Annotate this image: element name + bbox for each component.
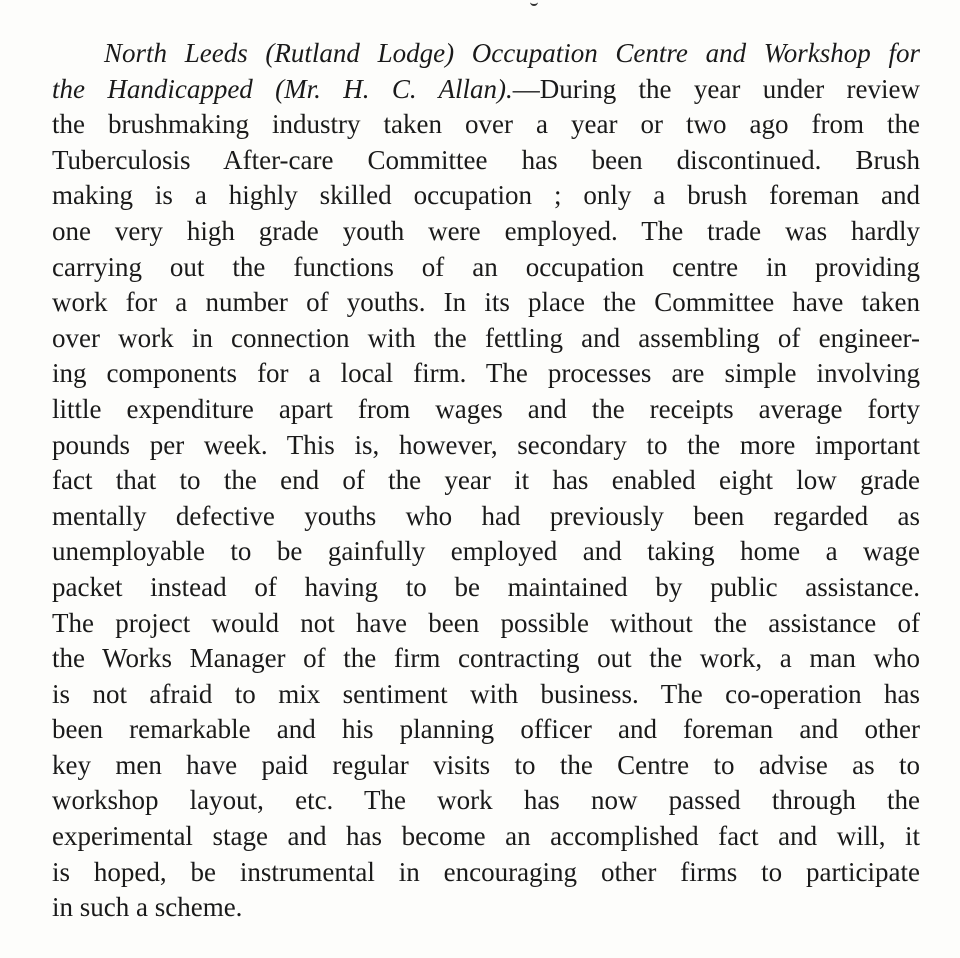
text-line: unemployable to be gainfully employed and taking home a wage bbox=[52, 536, 920, 567]
text-line: one very high grade youth were employed. The trade was hardly bbox=[52, 215, 920, 246]
heading-line-2-rest: —During the year under review bbox=[512, 73, 920, 104]
text-line: been remarkable and his planning officer and foreman and other bbox=[52, 714, 920, 745]
body-paragraph bbox=[52, 36, 920, 926]
text-line: the brushmaking industry taken over a year or two ago from the bbox=[52, 109, 920, 140]
text-line: work for a number of youths. In its place the Committee have taken bbox=[52, 287, 920, 318]
text-line: fact that to the end of the year it has enabled eight low grade bbox=[52, 465, 920, 496]
text-line: little expenditure apart from wages and the receipts average forty bbox=[52, 393, 920, 424]
text-line: key men have paid regular visits to the Centre to advise as to bbox=[52, 749, 920, 780]
page-top-mark bbox=[530, 0, 538, 6]
text-line: experimental stage and has become an accomplished fact and will, it bbox=[52, 821, 920, 852]
text-line: over work in connection with the fettling and assembling of engineer- bbox=[52, 322, 920, 353]
text-line: Tuberculosis After-care Committee has been discontinued. Brush bbox=[52, 144, 920, 175]
text-line: packet instead of having to be maintained by public assistance. bbox=[52, 571, 920, 602]
text-line: the Works Manager of the firm contracting out the work, a man who bbox=[52, 643, 920, 674]
text-line: is not afraid to mix sentiment with business. The co-operation has bbox=[52, 678, 920, 709]
text-line: making is a highly skilled occupation ; only a brush foreman and bbox=[52, 180, 920, 211]
heading-italic-part: the Handicapped (Mr. H. C. Allan). bbox=[52, 73, 513, 104]
text-line: is hoped, be instrumental in encouraging other firms to participate bbox=[52, 856, 920, 887]
heading-line-2 bbox=[52, 72, 920, 108]
text-line: carrying out the functions of an occupation centre in providing bbox=[52, 251, 920, 282]
text-line: ing components for a local firm. The processes are simple involving bbox=[52, 358, 920, 389]
heading-line-1: North Leeds (Rutland Lodge) Occupation Centre and Workshop for bbox=[104, 38, 920, 68]
text-line: The project would not have been possible without the assistance of bbox=[52, 607, 920, 638]
text-line: pounds per week. This is, however, secondary to the more important bbox=[52, 429, 920, 460]
text-line: mentally defective youths who had previously been regarded as bbox=[52, 500, 920, 531]
text-line: workshop layout, etc. The work has now passed through the bbox=[52, 785, 920, 816]
text-line-final: in such a scheme. bbox=[52, 892, 243, 923]
